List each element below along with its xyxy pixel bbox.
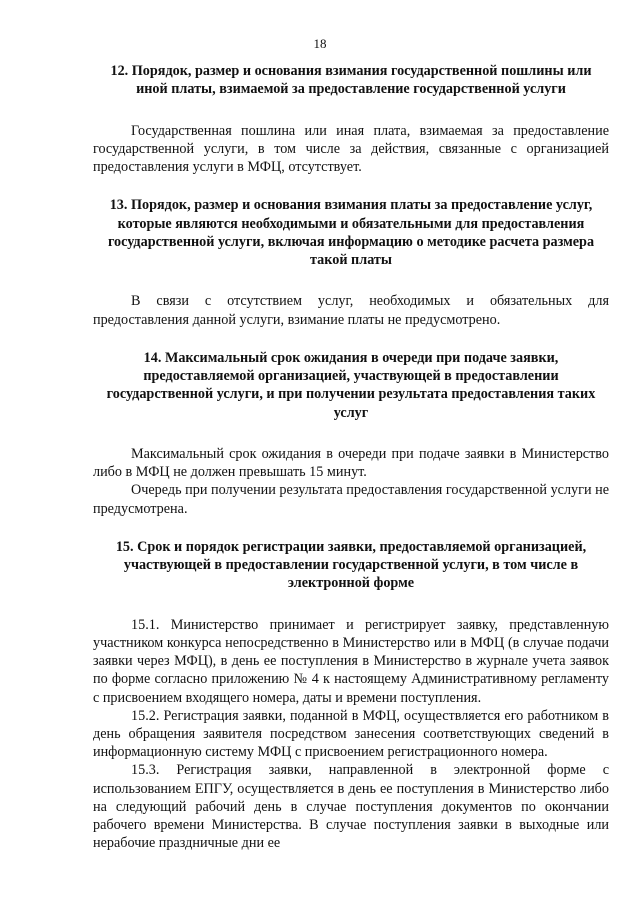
section-14 — [93, 349, 609, 518]
section-heading: 15. Срок и порядок регистрации заявки, предоставляемой организацией, участвующей в предоставлении государственной услуги, в том числе в электронной форме — [115, 538, 587, 592]
paragraph: В связи с отсутствием услуг, необходимых и обязательных для предоставления данной услуги, взимание платы не предусмотрено. — [93, 293, 609, 328]
section-13 — [93, 196, 609, 329]
section-heading: 13. Порядок, размер и основания взимания платы за предоставление услуг, которые являются необходимыми и обязательными для предоставления государственной услуги, включая информацию о методике расчета размера такой платы — [107, 197, 595, 269]
paragraph: Государственная пошлина или иная плата, взимаемая за предоставление государственной услуги, в том числе за действия, связанные с организацией предоставления услуги в МФЦ, отсутствует. — [93, 122, 609, 175]
document-body — [93, 62, 609, 852]
paragraph: 15.2. Регистрация заявки, поданной в МФЦ, осуществляется его работником в день обращения заявителя посредством занесения соответствующих сведений в информационную систему МФЦ с присвоением регистрационного номера. — [93, 707, 609, 761]
paragraph: 15.1. Министерство принимает и регистрирует заявку, представленную участником конкурса непосредственно в Министерство или в МФЦ (в случае подачи заявки через МФЦ), в день ее поступления в Министерство в журнале учета заявок по форме согласно приложению № 4 к настоящему Административному регламенту с присвоением входящего номера, даты и времени поступления. — [93, 616, 609, 706]
section-15 — [93, 538, 609, 853]
section-12 — [93, 62, 609, 176]
paragraph: 15.3. Регистрация заявки, направленной в электронной форме с использованием ЕПГУ, осуществляется в день ее поступления в Министерство либо на следующий рабочий день в случае поступления документов по окончании рабочего времени Министерства. В случае поступления заявки в выходные или нерабочие праздничные дни ее — [93, 762, 609, 852]
section-heading: 12. Порядок, размер и основания взимания государственной пошлины или иной платы, взимаемой за предоставление государственной услуги — [110, 63, 592, 98]
paragraph: Максимальный срок ожидания в очереди при подаче заявки в Министерство либо в МФЦ не должен превышать 15 минут. — [93, 445, 609, 481]
paragraph: Очередь при получении результата предоставления государственной услуги не предусмотрена. — [93, 482, 609, 517]
page-number: 18 — [313, 36, 327, 51]
section-heading: 14. Максимальный срок ожидания в очереди при подаче заявки, предоставляемой организацией, участвующей в предоставлении государственной услуги, и при получении результата предоставления таких услуг — [106, 349, 596, 421]
